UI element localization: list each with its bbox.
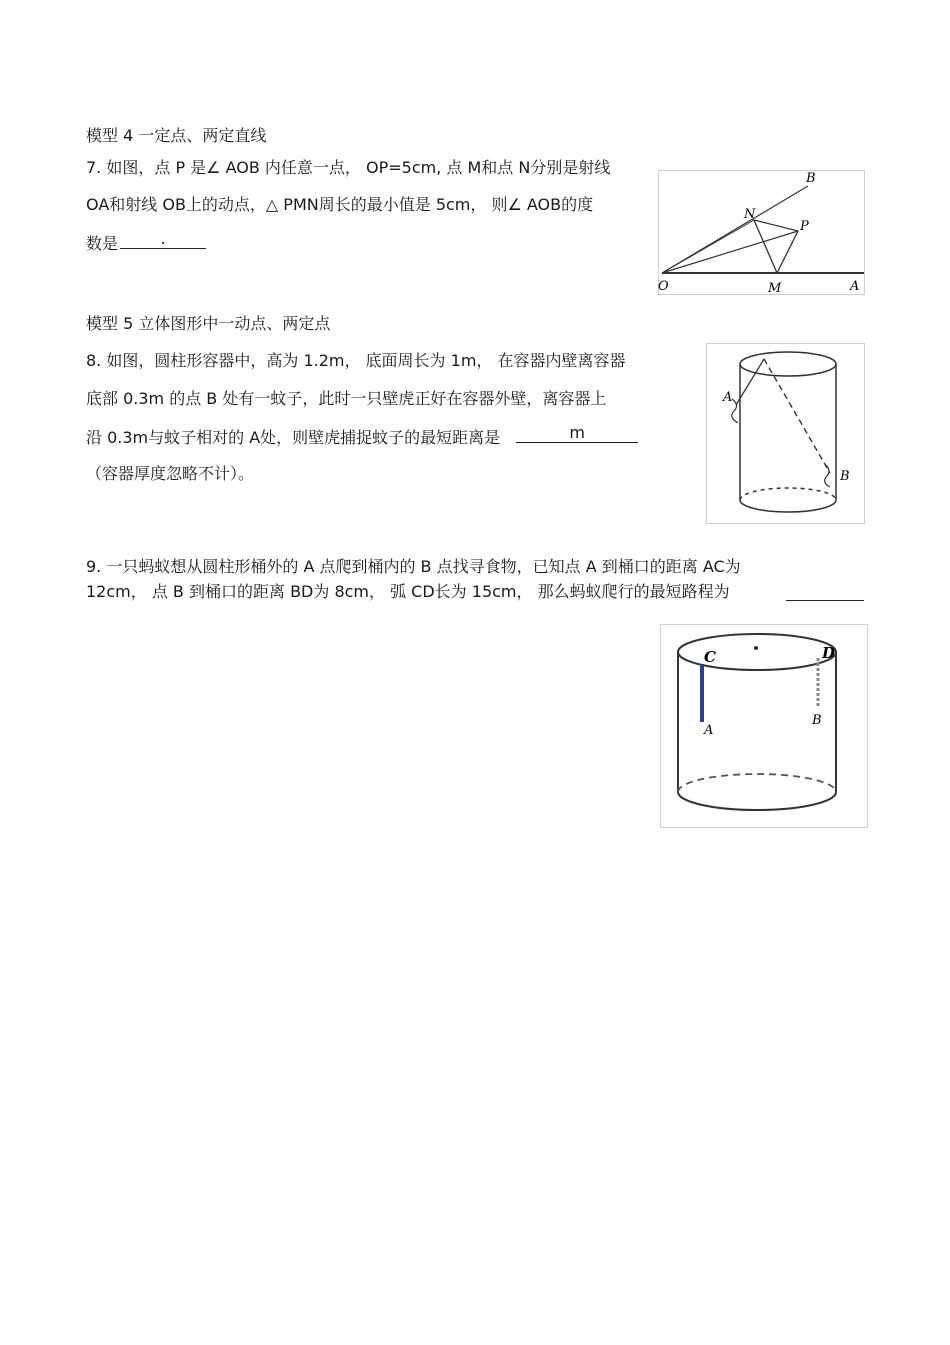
q7-line1: 7. 如图，点 P 是∠ AOB 内任意一点， OP=5cm, 点 M和点 N分别是射线 (86, 158, 611, 177)
q8-label-a: A (723, 390, 733, 405)
q7-label-b: B (806, 171, 816, 186)
q8-figure (706, 343, 865, 524)
q7-line3-prefix: 数是 (86, 234, 119, 253)
q7-label-m: M (768, 281, 782, 295)
q7-label-n: N (744, 207, 756, 222)
q7-blank-mark: . (160, 229, 166, 248)
q9-line2: 12cm， 点 B 到桶口的距离 BD为 8cm， 弧 CD长为 15cm， 那么蚂蚁爬行的最短路程为 (86, 582, 730, 601)
q9-label-d: D (822, 644, 836, 662)
q7-label-p: P (800, 219, 809, 234)
q9-label-c: C (704, 648, 716, 666)
q8-line3-prefix: 沿 0.3m与蚊子相对的 A处，则壁虎捕捉蚊子的最短距离是 (86, 428, 501, 447)
q7-answer-blank[interactable] (120, 229, 206, 249)
q7-line2: OA和射线 OB上的动点，△ PMN周长的最小值是 5cm， 则∠ AOB的度 (86, 195, 594, 214)
section5-heading: 模型 5 立体图形中一动点、两定点 (86, 314, 331, 333)
q7-label-o: O (658, 279, 669, 294)
q9-label-b: B (812, 713, 822, 728)
q9-label-a: A (704, 723, 714, 738)
q7-line3 (86, 229, 206, 254)
q8-line3 (86, 423, 638, 448)
q8-line4: （容器厚度忽略不计）。 (86, 464, 255, 483)
q7-figure (658, 170, 865, 295)
q8-blank-unit: m (569, 423, 585, 442)
q8-line1: 8. 如图，圆柱形容器中，高为 1.2m， 底面周长为 1m， 在容器内壁离容器 (86, 351, 626, 370)
q9-figure (660, 624, 868, 828)
q9-line1: 9. 一只蚂蚁想从圆柱形桶外的 A 点爬到桶内的 B 点找寻食物，已知点 A 到桶口的距离 AC为 (86, 557, 741, 576)
q9-answer-blank[interactable] (786, 584, 864, 601)
section4-heading: 模型 4 一定点、两定直线 (86, 126, 267, 145)
q7-label-a: A (850, 279, 860, 294)
q8-line2: 底部 0.3m 的点 B 处有一蚊子，此时一只壁虎正好在容器外壁，离容器上 (86, 389, 607, 408)
q8-answer-blank[interactable] (516, 423, 638, 443)
q8-label-b: B (840, 469, 850, 484)
